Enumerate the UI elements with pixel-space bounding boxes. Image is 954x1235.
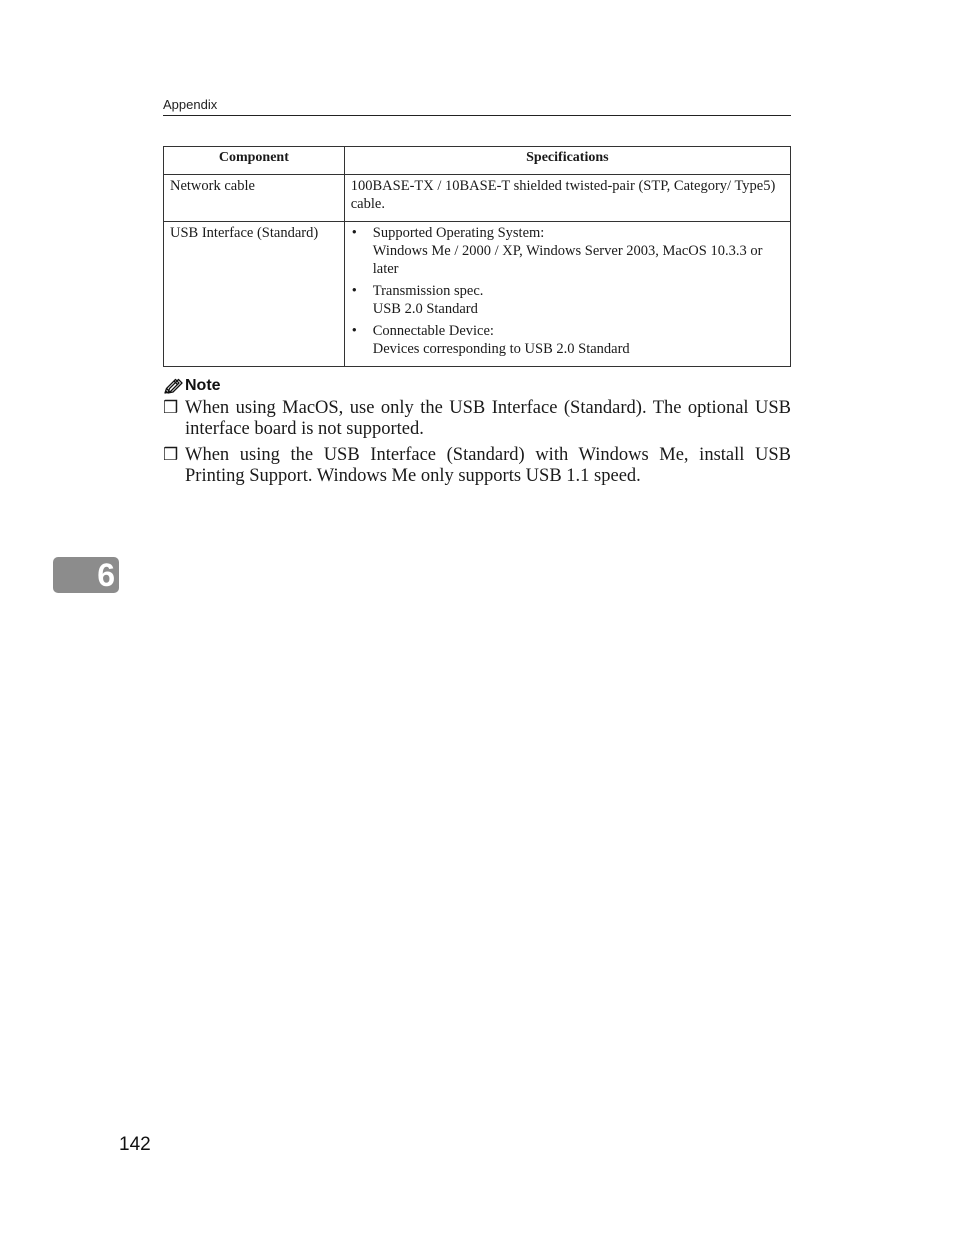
checkbox-icon: ❒: [163, 398, 179, 417]
bullet-icon: •: [351, 225, 357, 241]
list-item: [163, 445, 791, 486]
chapter-tab: [53, 557, 119, 593]
pencil-icon: [163, 377, 183, 395]
checkbox-icon: ❒: [163, 445, 179, 464]
bullet-title: Transmission spec.: [372, 283, 484, 299]
bullet-icon: •: [351, 323, 357, 339]
list-item: [163, 398, 791, 439]
bullet-title: Supported Operating System:: [372, 225, 545, 241]
header-title: Appendix: [163, 97, 218, 112]
list-item: [351, 322, 784, 358]
list-item: [351, 224, 784, 278]
table-row: [164, 175, 791, 222]
note-heading: [163, 375, 221, 397]
page-number: 142: [119, 1134, 151, 1155]
note-text: When using the USB Interface (Standard) with Windows Me, install USB Printing Support. Windows Me only supports USB 1.1 speed.: [185, 445, 791, 486]
cell-specification: [344, 222, 790, 367]
table-header-row: [164, 147, 791, 175]
cell-component: USB Interface (Standard): [164, 222, 345, 367]
note-label: Note: [185, 377, 221, 394]
chapter-number: 6: [97, 557, 115, 593]
bullet-detail: Devices corresponding to USB 2.0 Standard: [372, 341, 630, 357]
list-item: [351, 282, 784, 318]
spec-table: [163, 146, 791, 367]
note-text: When using MacOS, use only the USB Interface (Standard). The optional USB interface board is not supported.: [185, 398, 791, 439]
bullet-detail: USB 2.0 Standard: [372, 301, 478, 317]
running-header: [163, 96, 791, 116]
column-header-specifications: Specifications: [344, 147, 790, 175]
cell-specification: 100BASE-TX / 10BASE-T shielded twisted-pair (STP, Category/ Type5) cable.: [344, 175, 790, 222]
column-header-component: Component: [164, 147, 345, 175]
spec-bullet-list: [351, 224, 784, 358]
bullet-title: Connectable Device:: [372, 323, 494, 339]
bullet-detail: Windows Me / 2000 / XP, Windows Server 2003, MacOS 10.3.3 or later: [372, 243, 763, 277]
bullet-icon: •: [351, 283, 357, 299]
note-list: [163, 398, 791, 492]
table-row: [164, 222, 791, 367]
cell-component: Network cable: [164, 175, 345, 222]
